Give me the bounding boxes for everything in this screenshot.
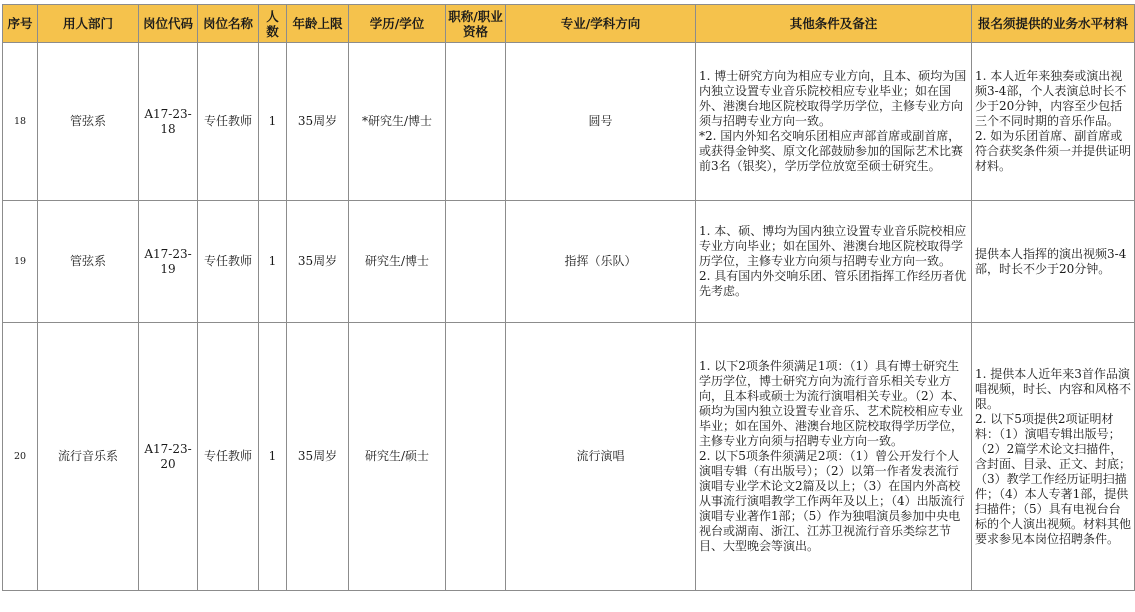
notes-item: 2. 以下5项条件须满足2项：（1）曾公开发行个人演唱专辑（有出版号）；（2）以第一作者发表流行演唱专业学术论文2篇及以上；（3）在国内外高校从事流行演唱教学工作两年及以上；（4）出版流行演唱专业著作1部；（5）作为独唱演员参加中央电视台或湖南、浙江、江苏卫视流行音乐类综艺节目、大型晚会等演出。: [699, 449, 965, 553]
cell-title: [446, 323, 506, 591]
cell-notes: [696, 201, 972, 323]
cell-age: 35周岁: [287, 43, 349, 201]
header-dept: 用人部门: [38, 5, 139, 43]
notes-item: 2. 具有国内外交响乐团、管乐团指挥工作经历者优先考虑。: [699, 269, 967, 298]
table-row: [3, 201, 1135, 323]
cell-edu: 研究生/博士: [349, 201, 446, 323]
cell-major: 指挥（乐队）: [506, 201, 696, 323]
table-body: [3, 43, 1135, 591]
header-notes: 其他条件及备注: [696, 5, 972, 43]
cell-code: A17-23-19: [139, 201, 198, 323]
header-post: 岗位名称: [198, 5, 259, 43]
cell-dept: 流行音乐系: [38, 323, 139, 591]
cell-notes: [696, 43, 972, 201]
cell-code: A17-23-20: [139, 323, 198, 591]
notes-item: 1. 本、硕、博均为国内独立设置专业音乐院校相应专业方向毕业；如在国外、港澳台地区院校取得学历学位，主修专业方向须与招聘专业方向一致。: [699, 224, 967, 268]
cell-count: 1: [259, 323, 287, 591]
cell-dept: 管弦系: [38, 201, 139, 323]
notes-item: *2. 国内外知名交响乐团相应声部首席或副首席，或获得金钟奖、原文化部鼓励参加的国际艺术比赛前3名（银奖），学历学位放宽至硕士研究生。: [699, 129, 964, 173]
notes-item: 1. 以下2项条件须满足1项：（1）具有博士研究生学历学位，博士研究方向为流行音乐相关专业方向，且本科或硕士为流行演唱相关专业。（2）本、硕均为国内独立设置专业音乐、艺术院校相应专业毕业；如在国外、港澳台地区院校取得学历学位，主修专业方向须与招聘专业方向一致。: [699, 359, 965, 448]
header-row: [3, 5, 1135, 43]
header-age: 年龄上限: [287, 5, 349, 43]
cell-notes: [696, 323, 972, 591]
header-edu: 学历/学位: [349, 5, 446, 43]
cell-post: 专任教师: [198, 43, 259, 201]
table-row: [3, 43, 1135, 201]
cell-count: 1: [259, 43, 287, 201]
cell-age: 35周岁: [287, 201, 349, 323]
cell-title: [446, 43, 506, 201]
cell-seq: 20: [3, 323, 38, 591]
cell-count: 1: [259, 201, 287, 323]
cell-post: 专任教师: [198, 201, 259, 323]
header-seq: 序号: [3, 5, 38, 43]
cell-code: A17-23-18: [139, 43, 198, 201]
cell-major: 流行演唱: [506, 323, 696, 591]
header-count: 人数: [259, 5, 287, 43]
materials-item: 2. 以下5项提供2项证明材料：（1）演唱专辑出版号；（2）2篇学术论文扫描件，含封面、目录、正文、封底；（3）教学工作经历证明扫描件；（4）本人专著1部，提供扫描件；（5）具有电视台台标的个人演出视频。材料其他要求参见本岗位招聘条件。: [975, 411, 1132, 546]
notes-item: 1. 博士研究方向为相应专业方向，且本、硕均为国内独立设置专业音乐院校相应专业毕业；如在国外、港澳台地区院校取得学历学位，主修专业方向须与招聘专业方向一致。: [699, 69, 967, 128]
header-major: 专业/学科方向: [506, 5, 696, 43]
cell-seq: 19: [3, 201, 38, 323]
cell-post: 专任教师: [198, 323, 259, 591]
materials-item: 2. 如为乐团首席、副首席或符合获奖条件须一并提供证明材料。: [975, 129, 1132, 173]
table-row: [3, 323, 1135, 591]
cell-edu: *研究生/博士: [349, 43, 446, 201]
cell-seq: 18: [3, 43, 38, 201]
header-code: 岗位代码: [139, 5, 198, 43]
materials-item: 提供本人指挥的演出视频3-4部，时长不少于20分钟。: [975, 246, 1127, 276]
header-title: 职称/职业资格: [446, 5, 506, 43]
cell-materials: [972, 43, 1135, 201]
cell-dept: 管弦系: [38, 43, 139, 201]
table-header: [3, 5, 1135, 43]
cell-age: 35周岁: [287, 323, 349, 591]
cell-title: [446, 201, 506, 323]
cell-edu: 研究生/硕士: [349, 323, 446, 591]
recruitment-table-container: [2, 4, 1132, 591]
cell-materials: [972, 201, 1135, 323]
materials-item: 1. 提供本人近年来3首作品演唱视频，时长、内容和风格不限。: [975, 366, 1132, 411]
header-materials: 报名须提供的业务水平材料: [972, 5, 1135, 43]
cell-major: 圆号: [506, 43, 696, 201]
cell-materials: [972, 323, 1135, 591]
recruitment-table: [2, 4, 1135, 591]
materials-item: 1. 本人近年来独奏或演出视频3-4部，个人表演总时长不少于20分钟，内容至少包括三个不同时期的音乐作品。: [975, 69, 1127, 128]
